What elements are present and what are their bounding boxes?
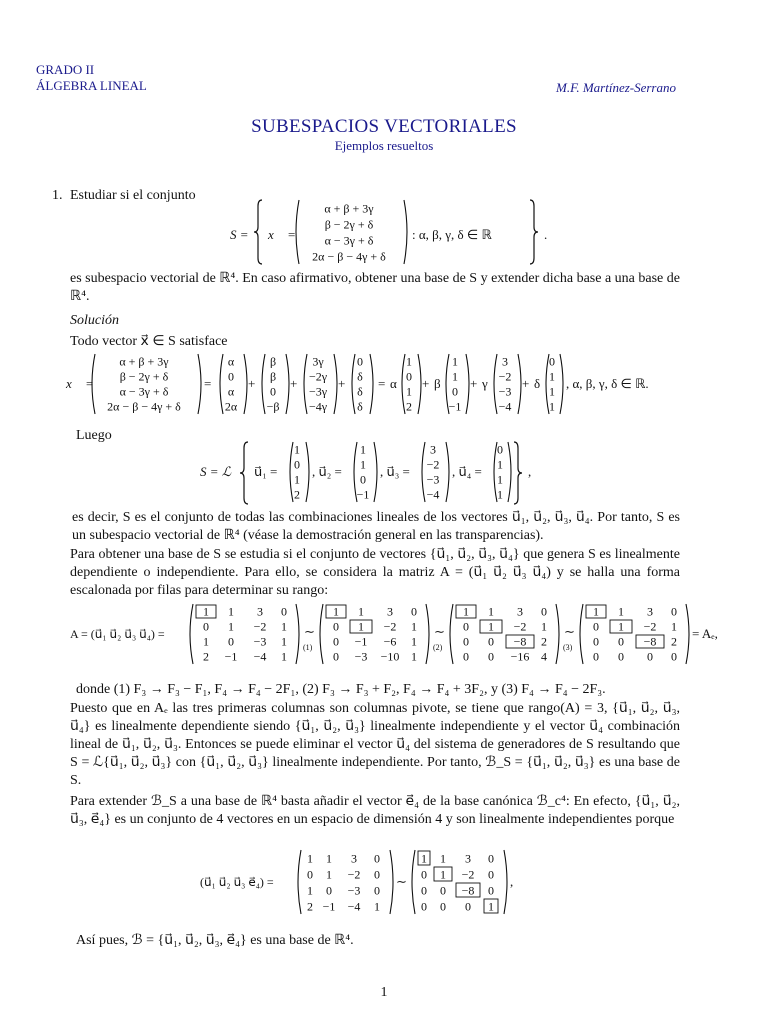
reduction-matrix-entry: 1	[488, 604, 494, 619]
reduction-matrix-entry: 1	[228, 619, 234, 634]
step-label: (2)	[433, 643, 443, 652]
decomp-basis-entry: 1	[406, 384, 412, 399]
paragraph-rank: Puesto que en Aₑ las tres primeras columnas son columnas pivote, se tiene que rango(A) = 3, {u⃗₁, u⃗₂, u⃗₃, u⃗₄} es linealmente dependiente siendo {u⃗₁, u⃗₂, u⃗₃} linealmente independiente y el vector u⃗₄ combinación lineal de u⃗₁, u⃗₂, u⃗₃. Entonces se puede eliminar el vector u⃗₄ del sistema de generadores de S resultando que S = ℒ{u⃗₁, u⃗₂, u⃗₃} con {u⃗₁, u⃗₂, u⃗₃} linealmente independiente. Por tanto, ℬ_S = {u⃗₁, u⃗₂, u⃗₃} es una base de S.	[70, 701, 680, 788]
extension-matrix-lparen	[298, 850, 301, 914]
extension-echelon-matrix-entry: 0	[488, 851, 494, 866]
reduction-matrix-entry: −6	[383, 634, 397, 649]
plus-sign: +	[470, 376, 478, 391]
extension-matrix-entry: 1	[326, 867, 332, 882]
plus-sign: +	[422, 376, 430, 391]
span-vector-rparen	[374, 442, 377, 502]
extension-matrix-entry: 0	[374, 883, 380, 898]
decomp-basis-lparen	[402, 354, 405, 414]
decomp-part-entry: −3γ	[308, 384, 328, 399]
equals-sign: =	[378, 376, 386, 391]
decomp-basis-rparen	[560, 354, 563, 414]
coefficient: β	[434, 376, 441, 391]
reduction-matrix-entry: 0	[593, 619, 599, 634]
paragraph-matrix-setup: Para obtener una base de S se estudia si el conjunto de vectores {u⃗₁, u⃗₂, u⃗₃, u⃗₄} que genera S es linealmente dependiente o independiente. Para ello, se considera la matriz A = (u⃗₁ u⃗₂ u⃗₃ u⃗₄) y se halla una forma escalonada por filas para determinar su rango:	[70, 547, 680, 598]
span-vector-rparen	[446, 442, 449, 502]
extension-echelon-matrix-entry: −8	[461, 883, 475, 898]
extension-matrix-entry: −4	[347, 899, 361, 914]
extension-echelon-matrix-entry: 0	[421, 899, 427, 914]
decomp-basis-entry: 1	[406, 354, 412, 369]
decomp-basis-entry: −2	[498, 369, 512, 384]
reduction-matrix-entry: 3	[257, 604, 263, 619]
reduction-matrix-entry: 0	[488, 634, 494, 649]
extension-echelon-matrix-entry: 0	[421, 883, 427, 898]
decomp-basis-entry: 0	[452, 384, 458, 399]
decomp-basis-entry: 1	[549, 369, 555, 384]
extension-echelon-matrix-entry: 0	[488, 867, 494, 882]
decomp-part-entry: 0	[228, 369, 234, 384]
span-vector-entry: 1	[360, 442, 366, 457]
span-lhs: S = ℒ	[200, 464, 232, 479]
decomp-part-entry: α	[227, 384, 235, 399]
reduction-matrix-entry: 0	[333, 619, 339, 634]
decomp-part-entry: δ	[357, 384, 363, 399]
decomp-part-entry: 0	[357, 354, 363, 369]
reduction-matrix-entry: 1	[333, 604, 339, 619]
reduction-matrix-entry: 4	[541, 649, 547, 664]
reduction-matrix-lparen	[580, 604, 583, 664]
reduction-matrix-entry: 1	[281, 634, 287, 649]
extension-echelon-matrix-entry: 1	[421, 851, 427, 866]
decomp-full-entry: α + β + 3γ	[119, 354, 169, 369]
reduction-matrix-entry: 1	[411, 649, 417, 664]
reduction-matrix-entry: 1	[228, 604, 234, 619]
set-vector-entry: α − 3γ + δ	[324, 233, 374, 248]
luego-label: Luego	[76, 428, 112, 443]
equivalence-sign: ∼	[396, 874, 407, 889]
reduction-matrix-lparen	[190, 604, 193, 664]
decomp-part-entry: 2α	[224, 399, 238, 414]
set-right-brace	[530, 200, 538, 264]
reduction-matrix-entry: 0	[333, 634, 339, 649]
extension-matrix-entry: 1	[326, 851, 332, 866]
reduction-matrix-entry: 0	[593, 649, 599, 664]
span-end: ,	[528, 464, 532, 479]
step-label: (1)	[303, 643, 313, 652]
reduction-matrix-entry: 0	[488, 649, 494, 664]
decomp-full-entry: β − 2γ + δ	[119, 369, 169, 384]
decomp-part-lparen	[352, 354, 355, 414]
coefficient: α	[390, 376, 397, 391]
reduction-matrix-entry: 1	[593, 604, 599, 619]
reduction-matrix-entry: −1	[354, 634, 368, 649]
reduction-matrix-entry: 0	[671, 649, 677, 664]
span-vector-label: , u⃗₂ =	[312, 464, 342, 479]
reduction-rhs: = Aₑ,	[692, 626, 718, 641]
row-operations-text: donde (1) F₃ → F₃ − F₁, F₄ → F₄ − 2F₁, (2) F₃ → F₃ + F₂, F₄ → F₄ + 3F₂, y (3) F₄ → F₄ − 2F₃.	[76, 682, 606, 697]
extension-echelon-matrix-entry: 0	[440, 899, 446, 914]
extension-matrix-entry: 1	[374, 899, 380, 914]
extension-echelon-matrix-entry: 3	[465, 851, 471, 866]
decomp-basis-rparen	[518, 354, 521, 414]
solution-line1: Todo vector x⃗ ∈ S satisface	[70, 334, 228, 349]
reduction-matrix-entry: 0	[593, 634, 599, 649]
span-vector-entry: 1	[294, 472, 300, 487]
decomp-part-entry: δ	[357, 369, 363, 384]
span-vector-entry: 1	[497, 487, 503, 502]
extension-end: ,	[510, 874, 514, 889]
reduction-matrix-rparen	[686, 604, 689, 664]
span-right-brace	[514, 442, 522, 504]
extension-lhs: (u⃗₁ u⃗₂ u⃗₃ e⃗₄) =	[200, 875, 274, 889]
extension-matrix-entry: −2	[347, 867, 361, 882]
decomp-basis-lparen	[494, 354, 497, 414]
reduction-matrix-entry: 1	[358, 604, 364, 619]
extension-matrix-entry: 0	[307, 867, 313, 882]
extension-matrix-entry: 0	[374, 851, 380, 866]
reduction-matrix-entry: −4	[253, 649, 267, 664]
span-vector-rparen	[508, 442, 511, 502]
span-vector-entry: −3	[426, 472, 440, 487]
reduction-matrix-entry: −16	[510, 649, 530, 664]
page-subtitle: Ejemplos resueltos	[334, 138, 434, 153]
decomp-part-entry: −β	[266, 399, 280, 414]
row-reduction-equation	[70, 602, 760, 668]
set-left-brace	[254, 200, 262, 264]
reduction-matrix-entry: −8	[643, 634, 657, 649]
decomp-basis-entry: 2	[406, 399, 412, 414]
reduction-lhs: A = (u⃗₁ u⃗₂ u⃗₃ u⃗₄) =	[70, 627, 165, 641]
extension-matrix-entry: 1	[307, 851, 313, 866]
span-vector-entry: 3	[430, 442, 436, 457]
reduction-matrix-entry: 0	[541, 604, 547, 619]
reduction-matrix-entry: 1	[281, 619, 287, 634]
extension-echelon-matrix-entry: −2	[461, 867, 475, 882]
reduction-matrix-entry: 0	[463, 649, 469, 664]
extension-matrix-entry: 0	[326, 883, 332, 898]
reduction-matrix-entry: 2	[203, 649, 209, 664]
reduction-matrix-entry: 0	[647, 649, 653, 664]
reduction-matrix-entry: −2	[513, 619, 527, 634]
span-vector-entry: 1	[294, 442, 300, 457]
decomp-part-lparen	[220, 354, 223, 414]
paragraph-linear-combinations: es decir, S es el conjunto de todas las combinaciones lineales de los vectores u⃗₁, u⃗₂, u⃗₃, u⃗₄. Por tanto, S es un subespacio vectorial de ℝ⁴ (véase la demostración general en las transparencias).	[72, 510, 680, 543]
extension-matrix-entry: 1	[307, 883, 313, 898]
reduction-matrix-entry: 0	[281, 604, 287, 619]
span-vector-entry: −2	[426, 457, 440, 472]
reduction-matrix-rparen	[426, 604, 429, 664]
span-vector-entry: −1	[356, 487, 370, 502]
reduction-matrix-entry: 0	[333, 649, 339, 664]
span-vector-lparen	[290, 442, 293, 502]
extension-echelon-matrix-lparen	[412, 850, 415, 914]
extension-matrix-entry: 0	[374, 867, 380, 882]
reduction-matrix-entry: 3	[647, 604, 653, 619]
coefficient: γ	[482, 376, 488, 391]
extension-echelon-matrix-entry: 0	[440, 883, 446, 898]
extension-echelon-matrix-entry: 1	[440, 851, 446, 866]
solution-heading: Solución	[70, 313, 119, 328]
extension-echelon-matrix-entry: 0	[421, 867, 427, 882]
reduction-matrix-entry: 1	[618, 604, 624, 619]
step-label: (3)	[563, 643, 573, 652]
author-label: M.F. Martínez-Serrano	[555, 80, 676, 95]
conclusion-text: Así pues, ℬ = {u⃗₁, u⃗₂, u⃗₃, e⃗₄} es una base de ℝ⁴.	[76, 933, 354, 948]
extension-matrix-rparen	[390, 850, 393, 914]
extension-matrix-entry: 2	[307, 899, 313, 914]
problem-intro: Estudiar si el conjunto	[70, 188, 196, 203]
decomp-part-entry: β	[269, 354, 277, 369]
course-label: GRADO II	[36, 62, 95, 77]
problem-statement: es subespacio vectorial de ℝ⁴. En caso afirmativo, obtener una base de S y extender dicha base a una base de ℝ⁴.	[70, 271, 680, 304]
reduction-matrix-entry: 1	[618, 619, 624, 634]
decomp-part-rparen	[370, 354, 373, 414]
span-vector-entry: 2	[294, 487, 300, 502]
set-condition: : α, β, γ, δ ∈ ℝ	[412, 227, 492, 242]
set-vector-entry: β − 2γ + δ	[324, 217, 374, 232]
decomp-part-entry: −2γ	[308, 369, 328, 384]
reduction-matrix-entry: 0	[618, 649, 624, 664]
reduction-matrix-entry: 3	[387, 604, 393, 619]
reduction-matrix-entry: −3	[354, 649, 368, 664]
span-vector-label: , u⃗₃ =	[380, 464, 410, 479]
decomp-part-lparen	[262, 354, 265, 414]
extension-matrix-entry: −3	[347, 883, 361, 898]
reduction-matrix-entry: 1	[358, 619, 364, 634]
reduction-matrix-entry: 1	[411, 619, 417, 634]
span-vector-rparen	[306, 442, 309, 502]
reduction-matrix-entry: −2	[383, 619, 397, 634]
page-title: SUBESPACIOS VECTORIALES	[251, 116, 517, 137]
set-vector-var: x⃗ =	[268, 227, 296, 242]
extension-matrix-entry: 3	[351, 851, 357, 866]
decomp-part-rparen	[286, 354, 289, 414]
decomp-part-rparen	[334, 354, 337, 414]
decomp-full-entry: α − 3γ + δ	[119, 384, 169, 399]
set-vector-entry: 2α − β − 4γ + δ	[312, 249, 386, 264]
span-vector-entry: 1	[360, 457, 366, 472]
plus-sign: +	[290, 376, 298, 391]
extension-echelon-matrix-rparen	[504, 850, 507, 914]
reduction-matrix-entry: 2	[541, 634, 547, 649]
decomp-full-rparen	[198, 354, 201, 414]
extension-matrix-entry: −1	[322, 899, 336, 914]
decomp-basis-entry: 3	[502, 354, 508, 369]
decomp-part-entry: β	[269, 369, 277, 384]
extension-equation	[200, 846, 560, 918]
coefficient: δ	[534, 376, 541, 391]
span-vector-label: , u⃗₄ =	[452, 464, 482, 479]
decomp-full-entry: 2α − β − 4γ + δ	[107, 399, 181, 414]
set-vector-rparen	[404, 200, 407, 264]
decomp-basis-entry: 1	[452, 354, 458, 369]
reduction-matrix-rparen	[556, 604, 559, 664]
reduction-matrix-entry: 1	[671, 619, 677, 634]
reduction-matrix-entry: 0	[463, 619, 469, 634]
decomp-basis-entry: 1	[452, 369, 458, 384]
span-vector-entry: 1	[497, 472, 503, 487]
decomp-part-entry: 0	[270, 384, 276, 399]
decomp-tail: , α, β, γ, δ ∈ ℝ.	[566, 376, 649, 391]
decomp-basis-entry: 1	[549, 399, 555, 414]
reduction-matrix-entry: 2	[671, 634, 677, 649]
reduction-matrix-entry: 1	[203, 634, 209, 649]
span-vector-entry: −4	[426, 487, 440, 502]
reduction-matrix-entry: 1	[281, 649, 287, 664]
extension-echelon-matrix-entry: 0	[465, 899, 471, 914]
span-left-brace	[240, 442, 248, 504]
set-definition-equation	[230, 198, 548, 270]
decomp-basis-entry: −1	[448, 399, 462, 414]
reduction-matrix-entry: −2	[253, 619, 267, 634]
span-vector-lparen	[422, 442, 425, 502]
reduction-matrix-entry: −2	[643, 619, 657, 634]
extension-echelon-matrix-entry: 0	[488, 883, 494, 898]
reduction-matrix-rparen	[296, 604, 299, 664]
decomp-lhs: x⃗ =	[66, 376, 94, 391]
reduction-matrix-entry: 0	[228, 634, 234, 649]
reduction-matrix-entry: −3	[253, 634, 267, 649]
reduction-matrix-entry: 0	[671, 604, 677, 619]
reduction-matrix-lparen	[320, 604, 323, 664]
decomp-part-entry: 3γ	[312, 354, 324, 369]
header-left	[36, 62, 147, 94]
reduction-matrix-entry: 0	[203, 619, 209, 634]
reduction-matrix-entry: 1	[411, 634, 417, 649]
reduction-matrix-entry: 0	[463, 634, 469, 649]
decomp-part-entry: δ	[357, 399, 363, 414]
extension-echelon-matrix-entry: 1	[488, 899, 494, 914]
plus-sign: +	[248, 376, 256, 391]
equals-sign: =	[204, 376, 212, 391]
subject-label: ÁLGEBRA LINEAL	[36, 78, 147, 93]
decomp-basis-entry: −4	[498, 399, 512, 414]
decomp-basis-entry: 0	[549, 354, 555, 369]
decomp-basis-rparen	[418, 354, 421, 414]
reduction-matrix-entry: −10	[380, 649, 400, 664]
decomp-basis-entry: 0	[406, 369, 412, 384]
set-lhs: S =	[230, 227, 249, 242]
span-vector-entry: 1	[497, 457, 503, 472]
reduction-matrix-entry: 1	[541, 619, 547, 634]
span-equation	[200, 440, 560, 506]
decomp-basis-entry: 1	[549, 384, 555, 399]
reduction-matrix-entry: −8	[513, 634, 527, 649]
span-vector-entry: 0	[294, 457, 300, 472]
reduction-matrix-entry: 0	[618, 634, 624, 649]
plus-sign: +	[338, 376, 346, 391]
set-vector-lparen	[296, 200, 299, 264]
reduction-matrix-entry: −1	[224, 649, 238, 664]
set-end: .	[544, 227, 548, 242]
set-vector-entry: α + β + 3γ	[324, 201, 374, 216]
decomposition-equation	[66, 352, 746, 418]
reduction-matrix-entry: 1	[203, 604, 209, 619]
extension-echelon-matrix-entry: 1	[440, 867, 446, 882]
decomp-part-rparen	[244, 354, 247, 414]
reduction-matrix-lparen	[450, 604, 453, 664]
decomp-part-entry: α	[227, 354, 235, 369]
decomp-basis-rparen	[466, 354, 469, 414]
reduction-matrix-entry: 1	[488, 619, 494, 634]
paragraph-extension: Para extender ℬ_S a una base de ℝ⁴ basta añadir el vector e⃗₄ de la base canónica ℬ_c⁴: En efecto, {u⃗₁, u⃗₂, u⃗₃, e⃗₄} es un conjunto de 4 vectores en un espacio de dimensión 4 y son linealmente independientes porque	[70, 794, 680, 827]
plus-sign: +	[522, 376, 530, 391]
span-vector-entry: 0	[497, 442, 503, 457]
decomp-basis-entry: −3	[498, 384, 512, 399]
span-vector-entry: 0	[360, 472, 366, 487]
page-number: 1	[380, 985, 388, 1000]
reduction-matrix-entry: 1	[463, 604, 469, 619]
decomp-part-lparen	[304, 354, 307, 414]
equivalence-sign: ∼	[564, 624, 575, 639]
equivalence-sign: ∼	[434, 624, 445, 639]
equivalence-sign: ∼	[304, 624, 315, 639]
span-vector-label: u⃗₁ =	[254, 464, 278, 479]
problem-number: 1.	[52, 188, 63, 203]
reduction-matrix-entry: 3	[517, 604, 523, 619]
decomp-part-entry: −4γ	[308, 399, 328, 414]
reduction-matrix-entry: 0	[411, 604, 417, 619]
